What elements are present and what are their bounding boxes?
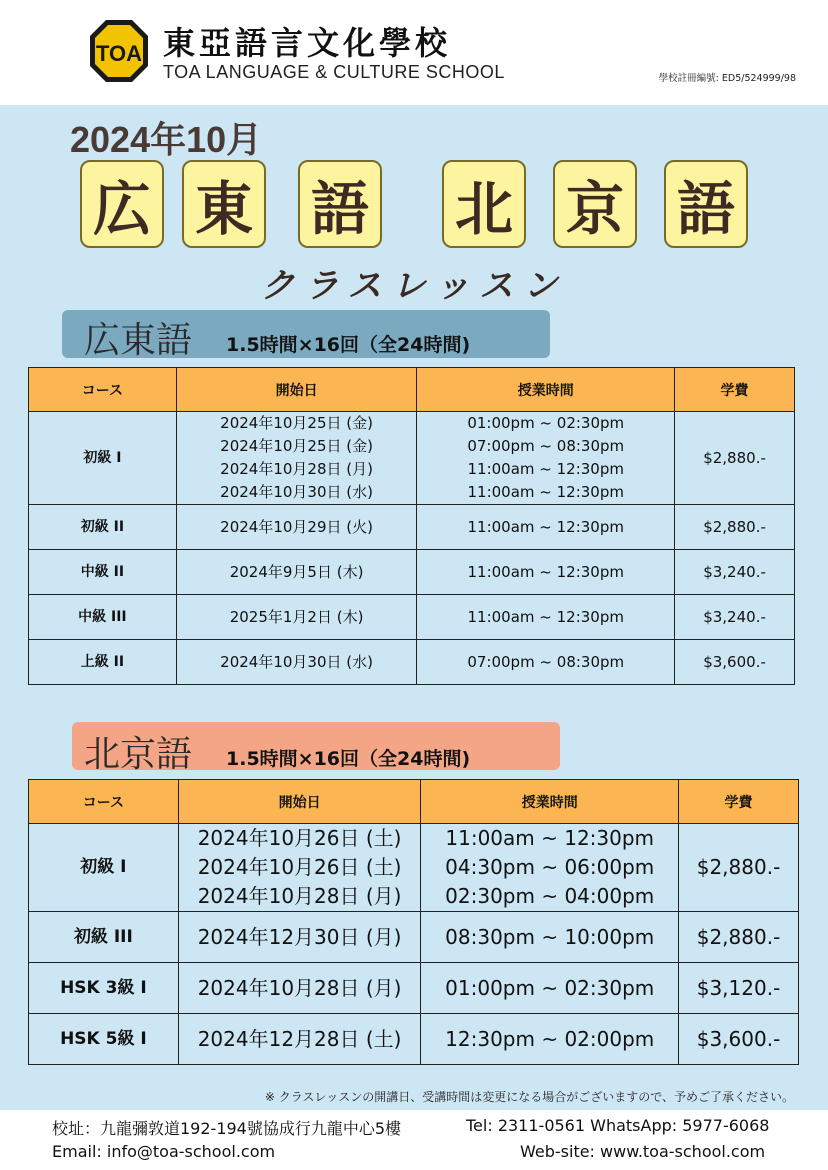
course-cell: 初級 II: [29, 505, 177, 550]
class-time: 01:00pm ~ 02:30pm: [445, 975, 655, 1000]
start-date-cell: [178, 963, 421, 1014]
fee-cell: $2,880.-: [679, 824, 799, 912]
fee-cell: $3,600.-: [675, 640, 795, 685]
start-date-cell: [176, 595, 417, 640]
start-date: 2024年12月30日 (月): [197, 924, 402, 949]
column-header: 授業時間: [421, 780, 679, 824]
class-time: 08:30pm ~ 10:00pm: [445, 924, 655, 949]
table-row: [29, 963, 799, 1014]
logo-text: TOA: [95, 41, 143, 66]
start-date-cell: [176, 640, 417, 685]
title-tile: 語: [298, 160, 382, 248]
start-date: 2024年9月5日 (木): [229, 562, 364, 581]
start-date: 2024年10月28日 (月): [220, 460, 373, 478]
registration-number: 學校註冊編號: ED5/524999/98: [658, 73, 796, 84]
column-header: 授業時間: [417, 368, 675, 412]
start-date: 2024年10月30日 (水): [220, 652, 373, 671]
fee-cell: $3,120.-: [679, 963, 799, 1014]
column-header: 開始日: [176, 368, 417, 412]
cantonese-note: 1.5時間×16回（全24時間): [226, 334, 471, 356]
table-header-row: [29, 368, 795, 412]
start-date: 2024年10月26日 (土): [197, 855, 402, 879]
subtitle: クラスレッスン: [260, 266, 568, 306]
course-cell: 中級 III: [29, 595, 177, 640]
course-cell: HSK 3級 I: [29, 963, 179, 1014]
table-row: [29, 1014, 799, 1065]
table-row: [29, 550, 795, 595]
mandarin-note: 1.5時間×16回（全24時間): [226, 748, 471, 770]
column-header: コース: [29, 780, 179, 824]
start-date: 2024年10月29日 (火): [220, 517, 373, 536]
class-time-cell: [421, 1014, 679, 1065]
start-date: 2024年10月25日 (金): [220, 414, 373, 432]
start-date-cell: [176, 550, 417, 595]
class-time-cell: [421, 912, 679, 963]
email-link[interactable]: Email: info@toa-school.com: [52, 1142, 276, 1161]
website-link[interactable]: Web-site: www.toa-school.com: [520, 1142, 766, 1161]
start-date-cell: [178, 824, 421, 912]
school-name-en: TOA LANGUAGE & CULTURE SCHOOL: [163, 62, 505, 82]
table-row: [29, 640, 795, 685]
mandarin-heading: 北京語: [84, 734, 193, 775]
fee-cell: $3,240.-: [675, 595, 795, 640]
start-date: 2024年10月28日 (月): [197, 884, 402, 908]
title-tile: 北: [442, 160, 526, 248]
class-time-cell: [417, 640, 675, 685]
class-time: 12:30pm ~ 02:00pm: [445, 1026, 655, 1051]
title-tile: 語: [664, 160, 748, 248]
start-date: 2025年1月2日 (木): [229, 607, 364, 626]
fee-cell: $2,880.-: [679, 912, 799, 963]
class-time: 11:00am ~ 12:30pm: [467, 607, 624, 626]
start-date-cell: [176, 505, 417, 550]
fee-cell: $2,880.-: [675, 505, 795, 550]
table-row: [29, 912, 799, 963]
class-time: 11:00am ~ 12:30pm: [467, 460, 624, 478]
start-date: 2024年10月25日 (金): [220, 437, 373, 455]
class-time: 11:00am ~ 12:30pm: [467, 517, 624, 536]
column-header: 開始日: [178, 780, 421, 824]
course-cell: 中級 II: [29, 550, 177, 595]
school-name-jp: 東亞語言文化學校: [163, 24, 452, 62]
course-cell: 初級 I: [29, 824, 179, 912]
cantonese-table: [28, 367, 795, 685]
course-cell: 初級 I: [29, 412, 177, 505]
class-time: 11:00am ~ 12:30pm: [445, 826, 655, 850]
column-header: 学費: [679, 780, 799, 824]
footnote: ※ クラスレッスンの開講日、受講時間は変更になる場合がございますので、予めご了承ください。: [264, 1090, 794, 1104]
class-time-cell: [421, 824, 679, 912]
course-cell: 初級 III: [29, 912, 179, 963]
start-date: 2024年10月26日 (土): [197, 826, 402, 850]
class-time: 07:00pm ~ 08:30pm: [467, 437, 625, 455]
class-time-cell: [417, 550, 675, 595]
mandarin-table: [28, 779, 799, 1065]
table-row: [29, 412, 795, 505]
address: 校址：九龍彌敦道192-194號協成行九龍中心5樓: [52, 1119, 402, 1138]
class-time-cell: [421, 963, 679, 1014]
course-cell: 上級 II: [29, 640, 177, 685]
start-date-cell: [178, 1014, 421, 1065]
column-header: コース: [29, 368, 177, 412]
class-time: 11:00am ~ 12:30pm: [467, 483, 624, 501]
course-cell: HSK 5級 I: [29, 1014, 179, 1065]
class-time: 07:00pm ~ 08:30pm: [467, 652, 625, 671]
table-row: [29, 505, 795, 550]
class-time: 02:30pm ~ 04:00pm: [445, 884, 655, 908]
title-tile: 広: [80, 160, 164, 248]
column-header: 学費: [675, 368, 795, 412]
start-date: 2024年12月28日 (土): [197, 1026, 402, 1051]
phone-info: Tel: 2311-0561 WhatsApp: 5977-6068: [466, 1116, 770, 1135]
fee-cell: $2,880.-: [675, 412, 795, 505]
class-time-cell: [417, 595, 675, 640]
class-time-cell: [417, 505, 675, 550]
start-date-cell: [178, 912, 421, 963]
cantonese-heading: 広東語: [84, 320, 193, 361]
school-logo-icon: [88, 18, 150, 84]
start-date-cell: [176, 412, 417, 505]
class-time: 01:00pm ~ 02:30pm: [467, 414, 625, 432]
fee-cell: $3,600.-: [679, 1014, 799, 1065]
start-date: 2024年10月30日 (水): [220, 483, 373, 501]
title-tile: 東: [182, 160, 266, 248]
month-title: 2024年10月: [70, 119, 263, 160]
fee-cell: $3,240.-: [675, 550, 795, 595]
class-time: 11:00am ~ 12:30pm: [467, 562, 624, 581]
title-tile: 京: [553, 160, 637, 248]
class-time-cell: [417, 412, 675, 505]
table-row: [29, 824, 799, 912]
start-date: 2024年10月28日 (月): [197, 975, 402, 1000]
class-time: 04:30pm ~ 06:00pm: [445, 855, 655, 879]
table-row: [29, 595, 795, 640]
table-header-row: [29, 780, 799, 824]
